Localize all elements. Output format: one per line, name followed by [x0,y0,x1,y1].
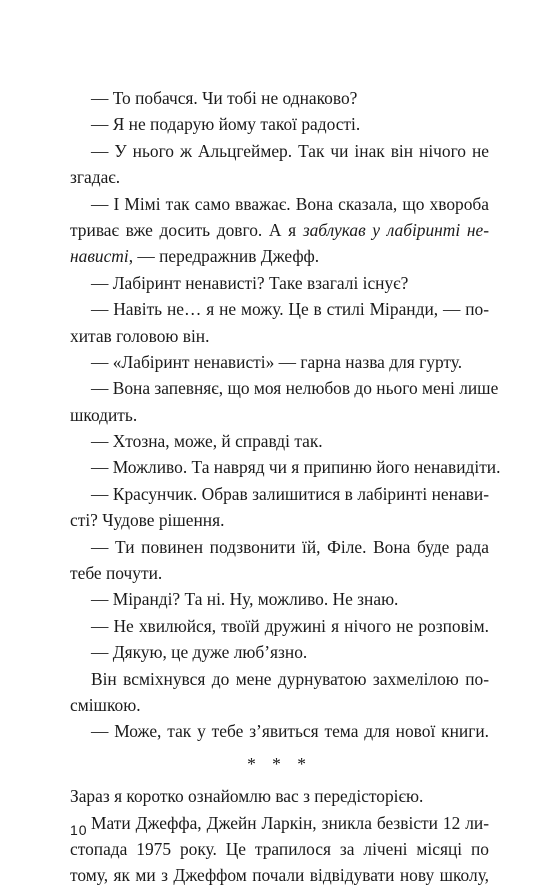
text-line: — Я не подарую йому такої радості. [91,114,361,135]
text-line: смішкою. [70,694,141,715]
text-line: — Вона запевняє, що моя нелюбов до нього мені лише [91,378,499,399]
italic-text: заблукав у лабіринті не- [302,219,489,240]
text-span: триває вже досить довго. А я [70,219,303,240]
text-line: Він всміхнувся до мене дурнуватою захмелілою по- [91,668,489,689]
text-line: — Навіть не… я не можу. Це в стилі Міранди, — по- [91,299,489,320]
text-line: — Красунчик. Обрав залишитися в лабіринті ненави- [91,483,489,504]
text-line: тому, як ми з Джеффом почали відвідувати нову школу, [70,865,489,886]
text-line: сті? Чудове рішення. [70,510,225,531]
text-line: — Ти повинен подзвонити їй, Філе. Вона буде рада [91,536,489,557]
text-line: Мати Джеффа, Джейн Ларкін, зникла безвісти 12 ли- [91,812,489,833]
text-line: — Не хвилюйся, твоїй дружині я нічого не розповім. [91,615,489,636]
text-line: — І Мімі так само вважає. Вона сказала, що хвороба [91,193,489,214]
text-line: тебе почути. [70,563,163,584]
text-line [70,217,489,243]
text-line [70,243,489,269]
italic-text: нависті [70,246,129,267]
text-line: стопада 1975 року. Це трапилося за лічені місяці по [70,838,489,859]
text-line: — Можливо. Та навряд чи я припиню його ненавидіти. [91,457,501,478]
text-line: — Дякую, це дуже люб’язно. [91,642,308,663]
text-line: хитав головою він. [70,325,210,346]
text-line: — У нього ж Альцгеймер. Так чи інак він нічого не [91,140,489,161]
body-text [70,85,501,889]
text-span: , — передражнив Джефф. [128,246,320,267]
text-line: — Хтозна, може, й справді так. [91,431,323,452]
text-line: — Може, так у тебе з’явиться тема для нової книги. [91,721,489,742]
text-line: * * * [247,753,312,774]
text-line: — Міранді? Та ні. Ну, можливо. Не знаю. [91,589,399,610]
text-line: шкодить. [70,404,138,425]
text-line: — «Лабіринт ненависті» — гарна назва для гурту. [91,351,463,372]
text-line: Зараз я коротко ознайомлю вас з передісторією. [70,786,424,807]
text-line: — То побачся. Чи тобі не однаково? [91,88,358,108]
page-number: 10 [70,822,88,838]
text-line: згадає. [70,167,121,188]
text-line: — Лабіринт ненависті? Таке взагалі існує? [91,272,409,293]
